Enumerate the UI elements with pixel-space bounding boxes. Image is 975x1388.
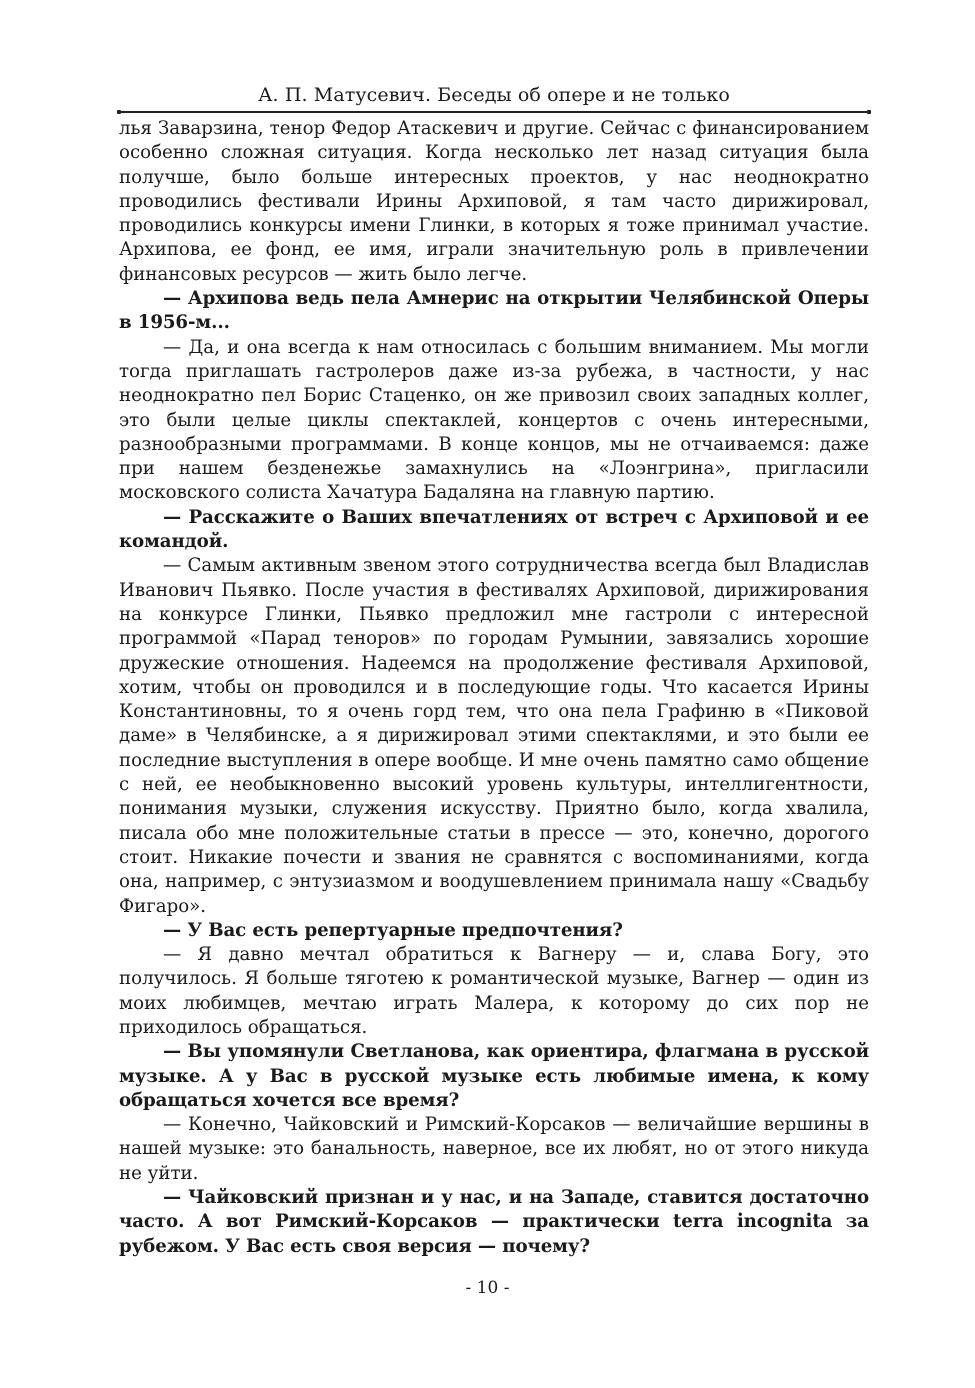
paragraph-question: — Вы упомянули Светланова, как ориентира, флагмана в русской музыке. А у Вас в русской музыке есть любимые имена, к кому обращаться хочется все время? [119, 1041, 869, 1111]
paragraph-answer: — Самым активным звеном этого сотрудничества всегда был Владислав Иванович Пьявко. После участия в фестивалях Архиповой, дирижирования на конкурсе Глинки, Пьявко предложил мне гастроли с интересной программой «Парад теноров» по городам Румынии, завязались хорошие дружеские отношения. Надеемся на продолжение фестиваля Архиповой, хотим, чтобы он проводился и в последующие годы. Что касается Ирины Константиновны, то я очень горд тем, что она пела Графиню в «Пиковой даме» в Челябинске, а я дирижировал этими спектаклями, и это были ее последние выступления в опере вообще. И мне очень памятно само общение с ней, ее необыкновенно высокий уровень культуры, интеллигентности, понимания музыки, служения искусству. Приятно было, когда хвалила, писала обо мне положительные статьи в прессе — это, конечно, дорогого стоит. Никакие почести и звания не сравнятся с воспоминаниями, когда она, например, с энтузиазмом и воодушевлением принимала нашу «Свадьбу Фигаро». [119, 555, 869, 917]
paragraph-answer: — Да, и она всегда к нам относилась с большим вниманием. Мы могли тогда приглашать гастролеров даже из-за рубежа, в частности, у нас неоднократно пел Борис Стаценко, он же привозил своих западных коллег, это были целые циклы спектаклей, концертов с очень интересными, разнообразными программами. В конце концов, мы не отчаиваемся: даже при нашем безденежье замахнулись на «Лоэнгрина», пригласили московского солиста Хачатура Бадаляна на главную партию. [119, 336, 869, 504]
paragraph-question: — Чайковский признан и у нас, и на Западе, ставится достаточно часто. А вот Римский-Корсаков — практически terra incognita за рубежом. У Вас есть своя версия — почему? [119, 1187, 869, 1257]
body-text [119, 117, 869, 1259]
paragraph-answer: — Конечно, Чайковский и Римский-Корсаков — величайшие вершины в нашей музыке: это банальность, наверное, все их любят, но от этого никуда не уйти. [119, 1114, 869, 1184]
paragraph-answer: — Я давно мечтал обратиться к Вагнеру — и, слава Богу, это получилось. Я больше тяготею к романтической музыке, Вагнер — один из моих любимцев, мечтаю играть Малера, к которому до сих пор не приходилось обращаться. [119, 944, 869, 1038]
paragraph-question: — Расскажите о Ваших впечатлениях от встреч с Архиповой и ее командой. [119, 506, 869, 553]
paragraph-answer: лья Заварзина, тенор Федор Атаскевич и другие. Сейчас с финансированием особенно сложная ситуация. Когда несколько лет назад ситуация была получше, было больше интересных проектов, у нас неоднократно проводились фестивали Ирины Архиповой, я там часто дирижировал, проводились конкурсы имени Глинки, в которых я тоже принимал участие. Архипова, ее фонд, ее имя, играли значительную роль в привлечении финансовых ресурсов — жить было легче. [119, 118, 869, 285]
paragraph-question: — У Вас есть репертуарные предпочтения? [163, 919, 623, 941]
paragraph-question: — Архипова ведь пела Амнерис на открытии Челябинской Оперы в 1956-м... [119, 288, 869, 334]
book-page [119, 82, 869, 1259]
running-title: А. П. Матусевич. Беседы об опере и не только [258, 84, 730, 106]
header-rule [119, 111, 869, 113]
page-number: - 10 - [465, 1278, 510, 1298]
